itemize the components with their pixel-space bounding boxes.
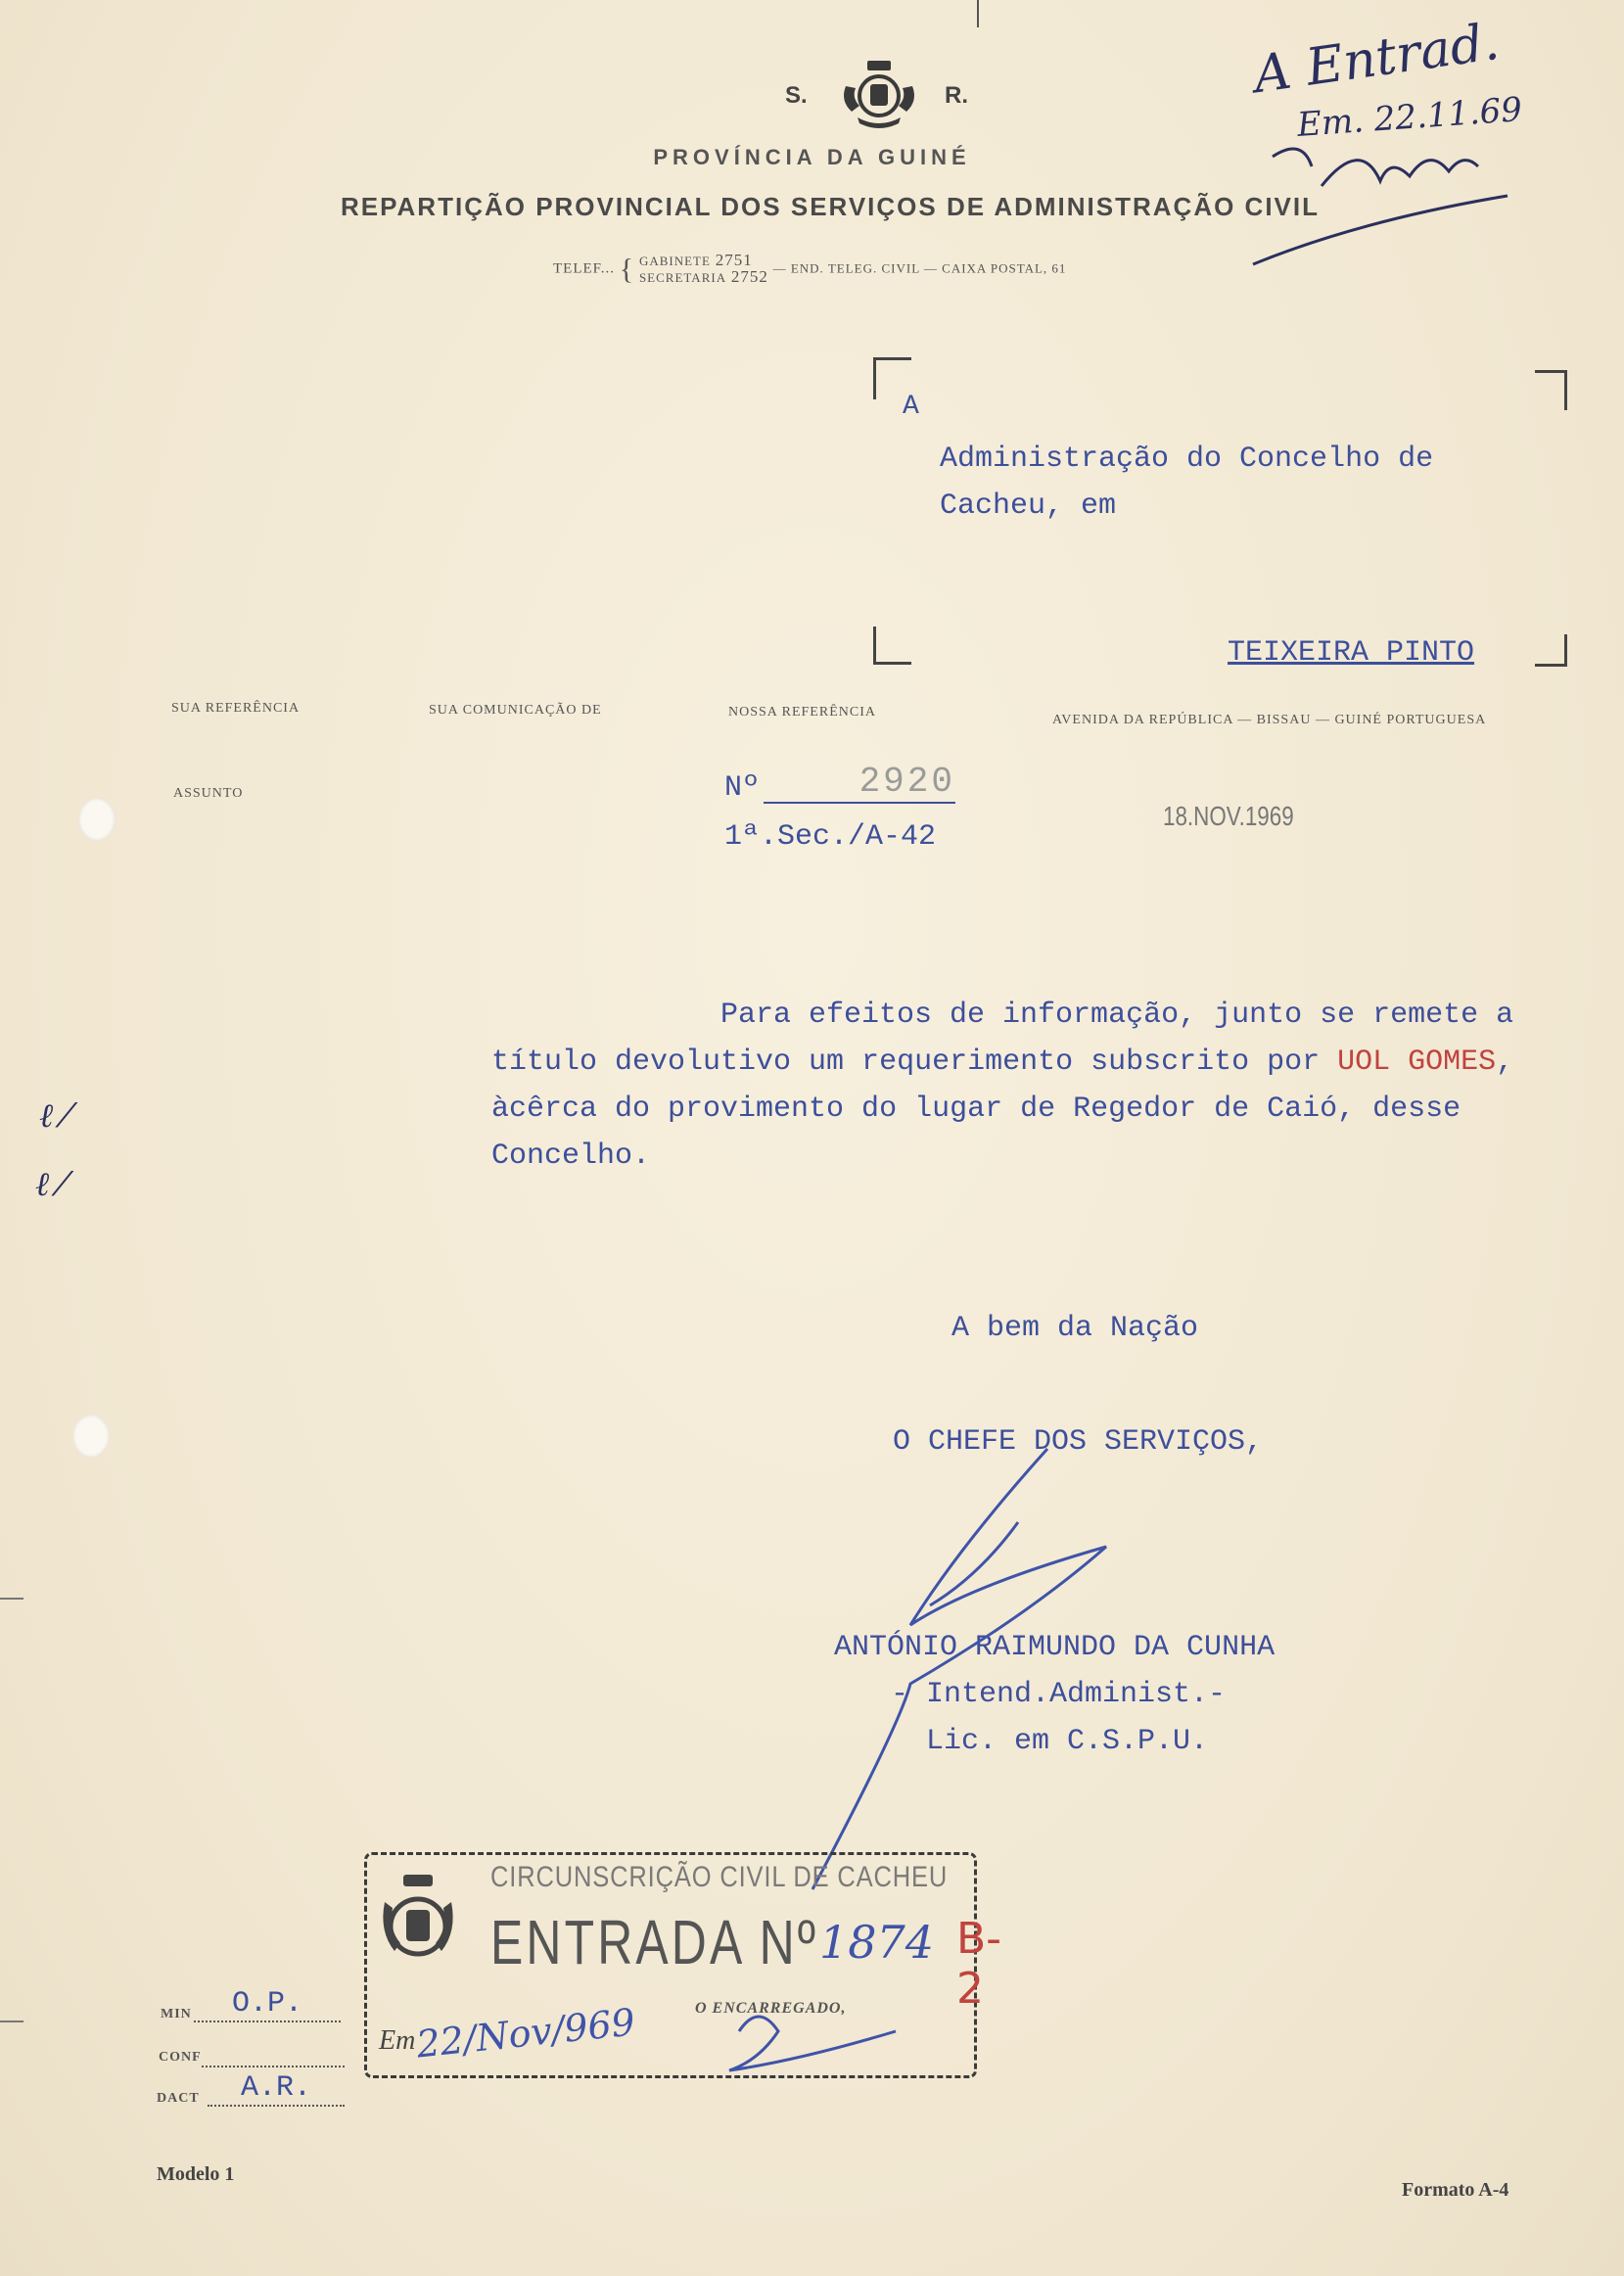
- province-title: PROVÍNCIA DA GUINÉ: [653, 145, 971, 169]
- tel-prefix: TELEF...: [553, 260, 616, 277]
- stamp-entrada-label: ENTRADA Nº: [490, 1907, 819, 1977]
- label-address: AVENIDA DA REPÚBLICA — BISSAU — GUINÉ PORTUGUESA: [1052, 713, 1487, 727]
- stamp-date-prefix: Em: [379, 2025, 416, 2056]
- handwritten-entrada: A Entrad.: [1250, 12, 1504, 106]
- signatory-title1: - Intend.Administ.-: [891, 1678, 1227, 1711]
- tel-secretaria-label: SECRETARIA: [638, 270, 727, 285]
- body-line1: Para efeitos de informação, junto se remete a: [720, 999, 1514, 1032]
- address-corner-bl: [873, 627, 911, 665]
- stamp-entrada-suffix: B-2: [956, 1914, 1002, 2014]
- addressee-place: TEIXEIRA PINTO: [1228, 636, 1475, 670]
- label-assunto: ASSUNTO: [173, 786, 244, 801]
- addressee-line2: Cacheu, em: [940, 489, 1117, 523]
- body-requester-name: UOL GOMES: [1337, 1045, 1497, 1079]
- punch-hole-top: [78, 798, 116, 841]
- tel-gabinete-label: GABINETE: [638, 254, 711, 268]
- body-line2-comma: ,: [1496, 1045, 1514, 1079]
- value-conf: [202, 2062, 345, 2067]
- closing-salutation: A bem da Nação: [951, 1312, 1199, 1345]
- label-dact: DACT: [157, 2091, 200, 2106]
- reference-date-stamp: 18.NOV.1969: [1163, 801, 1294, 831]
- addressee-to: A: [903, 392, 919, 422]
- header-r-letter: R.: [945, 82, 968, 109]
- stamp-initials-icon: [719, 2002, 915, 2080]
- body-line3: àcêrca do provimento do lugar de Regedor de Caió, desse: [491, 1092, 1462, 1126]
- handwritten-date: Em. 22.11.69: [1295, 90, 1524, 145]
- signature-icon: [783, 1429, 1331, 1899]
- value-min: O.P.: [194, 1987, 341, 2022]
- handwritten-initials-icon: [1243, 137, 1517, 274]
- tel-secretaria-number: 2752: [730, 267, 768, 286]
- punch-hole-bottom: [72, 1415, 110, 1458]
- label-sua-comunicacao: SUA COMUNICAÇÃO DE: [429, 703, 602, 718]
- entry-stamp: [364, 1852, 1002, 2078]
- address-corner-tr: [1535, 370, 1567, 410]
- closing-role: O CHEFE DOS SERVIÇOS,: [893, 1425, 1264, 1459]
- department-title: REPARTIÇÃO PROVINCIAL DOS SERVIÇOS DE ADMINISTRAÇÃO CIVIL: [341, 192, 1321, 221]
- margin-mark-1: ℓ ⁄: [39, 1096, 70, 1136]
- stamp-entrada-number: 1874: [819, 1916, 935, 1969]
- left-fold-mark-1: [0, 1598, 23, 1600]
- reference-number: 2920: [764, 762, 955, 804]
- address-corner-br: [1535, 634, 1567, 667]
- tel-suffix: — END. TELEG. CIVIL — CAIXA POSTAL, 61: [772, 260, 1067, 276]
- signatory-name: ANTÓNIO RAIMUNDO DA CUNHA: [834, 1631, 1276, 1664]
- reference-number-label: Nº: [724, 771, 761, 805]
- label-nossa-referencia: NOSSA REFERÊNCIA: [728, 705, 876, 720]
- reference-section: 1ª.Sec./A-42: [724, 820, 937, 854]
- telephone-line: TELEF... { GABINETE 2751 SECRETARIA 2752 — END. TELEG. CIVIL — CAIXA POSTAL, 61: [553, 251, 1067, 286]
- label-conf: CONF: [159, 2050, 202, 2065]
- coat-of-arms-icon: [838, 57, 920, 129]
- stamp-crest-icon: [379, 1873, 457, 1971]
- left-fold-mark-2: [0, 2021, 23, 2022]
- body-line2-text: título devolutivo um requerimento subscrito por: [491, 1045, 1321, 1079]
- footer-formato: Formato A-4: [1402, 2179, 1509, 2201]
- body-line4: Concelho.: [491, 1139, 651, 1173]
- footer-modelo: Modelo 1: [157, 2163, 235, 2185]
- tel-gabinete-number: 2751: [715, 251, 753, 269]
- margin-mark-2: ℓ ⁄: [35, 1165, 66, 1204]
- signatory-title2: Lic. em C.S.P.U.: [926, 1725, 1209, 1758]
- stamp-encarregado: O ENCARREGADO,: [695, 2000, 847, 2017]
- stamp-date: 22/Nov/969: [414, 2000, 637, 2067]
- addressee-line1: Administração do Concelho de: [940, 442, 1434, 476]
- top-fold-mark: [977, 0, 979, 27]
- stamp-circunscricao: CIRCUNSCRIÇÃO CIVIL DE CACHEU: [490, 1861, 949, 1893]
- body-line2: [491, 1045, 1513, 1079]
- header-s-letter: S.: [785, 82, 808, 109]
- label-min: MIN: [161, 2007, 192, 2021]
- label-sua-referencia: SUA REFERÊNCIA: [171, 701, 301, 716]
- value-dact: A.R.: [208, 2071, 345, 2107]
